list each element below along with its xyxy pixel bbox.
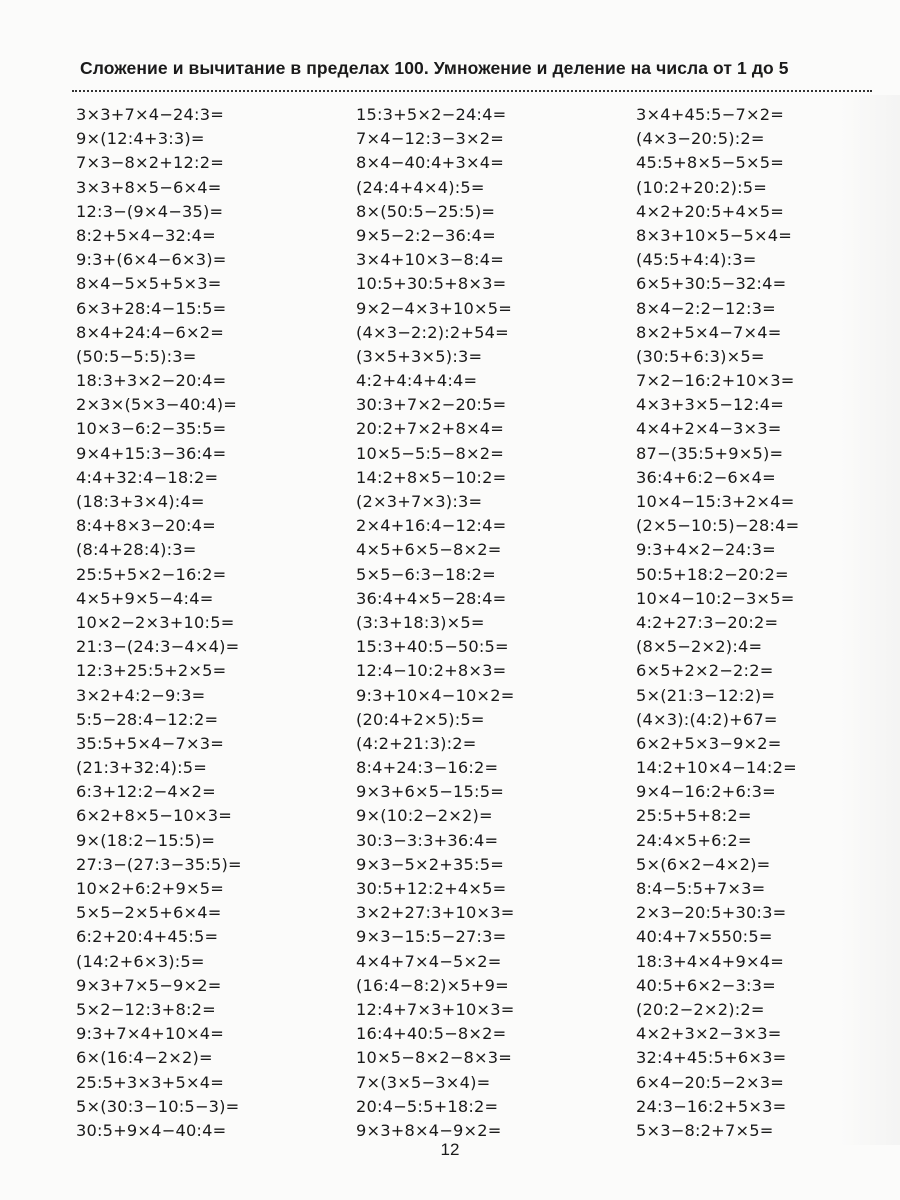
exercise-item: (30:5+6:3)×5= (636, 346, 765, 366)
exercise-item: 36:4+6:2−6×4= (636, 467, 776, 487)
exercise-item: (3:3+18:3)×5= (356, 612, 485, 632)
exercise-item: 9×(12:4+3:3)= (76, 129, 205, 149)
exercise-item: 30:5+9×4−40:4= (76, 1120, 227, 1140)
exercise-item: 8×3+10×5−5×4= (636, 225, 793, 245)
exercise-item: 6×5+30:5−32:4= (636, 274, 787, 294)
exercise-item: 12:4−10:2+8×3= (356, 661, 507, 681)
exercise-item: 10×3−6:2−35:5= (76, 419, 227, 439)
exercise-item: 4×5+6×5−8×2= (356, 540, 502, 560)
exercise-item: 12:3+25:5+2×5= (76, 661, 227, 681)
exercise-item: 8:2+5×4−32:4= (76, 225, 216, 245)
exercise-item: (18:3+3×4):4= (76, 492, 205, 511)
exercise-item: 9×3−5×2+35:5= (356, 854, 504, 874)
exercise-item: (20:4+2×5):5= (356, 709, 485, 729)
exercise-item: 3×2+27:3+10×3= (356, 903, 515, 923)
exercise-item: 87−(35:5+9×5)= (636, 443, 784, 463)
exercise-item: 5×3−8:2+7×5= (636, 1120, 774, 1140)
exercise-item: 4:2+4:4+4:4= (356, 371, 478, 391)
exercise-item: 4×4+7×4−5×2= (356, 951, 502, 971)
exercise-item: 35:5+5×4−7×3= (76, 733, 224, 753)
exercise-item: 9×4−16:2+6:3= (636, 782, 776, 802)
exercise-item: 8×4+24:4−6×2= (76, 322, 224, 342)
exercise-item: 8×4−5×5+5×3= (76, 274, 222, 294)
exercise-item: 10×4−10:2−3×5= (636, 588, 795, 608)
exercise-item: (3×5+3×5):3= (356, 346, 483, 366)
exercise-item: 6:3+12:2−4×2= (76, 782, 216, 802)
exercise-item: 45:5+8×5−5×5= (636, 153, 784, 173)
exercise-item: 32:4+45:5+6×3= (636, 1048, 787, 1068)
exercise-item: 7×4−12:3−3×2= (356, 129, 504, 149)
exercise-item: 30:3+7×2−20:5= (356, 395, 507, 415)
exercise-item: 30:3−3:3+36:4= (356, 830, 499, 850)
exercise-column-2 (356, 103, 514, 1143)
exercise-item: 10:5+30:5+8×3= (356, 274, 507, 294)
exercise-item: 5×5−6:3−18:2= (356, 564, 496, 584)
exercise-item: (4×3−20:5):2= (636, 129, 765, 149)
exercise-item: 5×5−2×5+6×4= (76, 903, 222, 923)
exercise-item: 4:2+27:3−20:2= (636, 612, 779, 632)
exercise-item: 6×(16:4−2×2)= (76, 1048, 213, 1068)
exercise-item: (20:2−2×2):2= (636, 999, 765, 1019)
exercise-item: 9×2−4×3+10×5= (356, 298, 513, 318)
exercise-item: (10:2+20:2):5= (636, 177, 768, 197)
exercise-item: 9×4+15:3−36:4= (76, 443, 227, 463)
exercise-item: 5×(21:3−12:2)= (636, 685, 776, 705)
page-number: 12 (440, 1140, 460, 1159)
show-through-shadow (840, 95, 900, 1145)
exercise-item: 27:3−(27:3−35:5)= (76, 854, 242, 874)
exercise-item: 4×2+3×2−3×3= (636, 1024, 782, 1044)
exercise-item: (45:5+4:4):3= (636, 250, 757, 270)
exercise-item: 4×4+2×4−3×3= (636, 419, 782, 439)
exercise-item: 25:5+3×3+5×4= (76, 1072, 224, 1092)
exercise-item: 5×(6×2−4×2)= (636, 854, 771, 874)
exercise-item: 10×5−8×2−8×3= (356, 1048, 513, 1068)
exercise-column-3 (636, 103, 799, 1143)
exercise-item: 6×5+2×2−2:2= (636, 661, 774, 681)
exercise-item: 10×4−15:3+2×4= (636, 492, 795, 511)
exercise-item: 14:2+8×5−10:2= (356, 467, 507, 487)
exercise-item: (8:4+28:4):3= (76, 540, 197, 560)
exercise-item: 20:2+7×2+8×4= (356, 419, 504, 439)
exercise-item: 5×(30:3−10:5−3)= (76, 1096, 240, 1116)
exercise-item: 5×2−12:3+8:2= (76, 999, 216, 1019)
exercise-item: 6×2+5×3−9×2= (636, 733, 782, 753)
exercise-item: 9×3+7×5−9×2= (76, 975, 222, 995)
exercise-item: (8×5−2×2):4= (636, 637, 763, 657)
exercise-item: 9×(18:2−15:5)= (76, 830, 216, 850)
exercise-item: 4×3+3×5−12:4= (636, 395, 784, 415)
exercise-item: 7×3−8×2+12:2= (76, 153, 224, 173)
exercise-item: 15:3+5×2−24:4= (356, 105, 507, 124)
exercise-item: 7×2−16:2+10×3= (636, 371, 795, 391)
exercise-item: (4×3−2:2):2+54= (356, 322, 509, 342)
exercise-item: 8×4−40:4+3×4= (356, 153, 504, 173)
exercise-column-1 (76, 103, 242, 1143)
exercise-item: 8:4−5:5+7×3= (636, 879, 766, 898)
exercise-item: (50:5−5:5):3= (76, 346, 197, 366)
exercise-item: 4×5+9×5−4:4= (76, 588, 214, 608)
exercise-item: 8×2+5×4−7×4= (636, 322, 782, 342)
page-title: Сложение и вычитание в пределах 100. Умножение и деление на числа от 1 до 5 (80, 58, 789, 78)
exercise-item: 3×2+4:2−9:3= (76, 685, 206, 705)
exercise-item: 16:4+40:5−8×2= (356, 1024, 507, 1044)
exercise-item: 8×4−2:2−12:3= (636, 298, 776, 318)
exercise-item: 5:5−28:4−12:2= (76, 709, 219, 729)
exercise-item: 9×3−15:5−27:3= (356, 927, 507, 947)
exercise-item: 9:3+4×2−24:3= (636, 540, 776, 560)
exercise-item: 9×(10:2−2×2)= (356, 806, 493, 826)
exercise-item: 50:5+18:2−20:2= (636, 564, 789, 584)
exercise-item: 4:4+32:4−18:2= (76, 467, 219, 487)
exercise-item: 24:4×5+6:2= (636, 830, 752, 850)
exercise-item: (24:4+4×4):5= (356, 177, 485, 197)
exercise-item: 3×3+8×5−6×4= (76, 177, 222, 197)
exercise-item: 40:4+7×550:5= (636, 927, 773, 947)
exercise-item: 25:5+5×2−16:2= (76, 564, 227, 584)
exercise-item: 3×3+7×4−24:3= (76, 105, 224, 124)
exercise-item: 9×3+6×5−15:5= (356, 782, 504, 802)
exercise-item: 6:2+20:4+45:5= (76, 927, 219, 947)
exercise-item: 9:3+10×4−10×2= (356, 685, 515, 705)
exercise-item: 10×2+6:2+9×5= (76, 879, 224, 898)
exercise-item: 6×2+8×5−10×3= (76, 806, 233, 826)
exercise-item: 20:4−5:5+18:2= (356, 1096, 499, 1116)
exercise-item: 10×5−5:5−8×2= (356, 443, 504, 463)
exercise-item: (4×3):(4:2)+67= (636, 709, 778, 729)
exercise-item: 6×3+28:4−15:5= (76, 298, 227, 318)
exercise-item: (16:4−8:2)×5+9= (356, 975, 509, 995)
exercise-item: 3×4+10×3−8:4= (356, 250, 504, 270)
exercise-item: 40:5+6×2−3:3= (636, 975, 776, 995)
exercise-item: 21:3−(24:3−4×4)= (76, 637, 240, 657)
exercise-item: 4×2+20:5+4×5= (636, 201, 784, 221)
exercise-item: 12:3−(9×4−35)= (76, 201, 224, 221)
exercise-item: 14:2+10×4−14:2= (636, 758, 797, 778)
exercise-item: 6×4−20:5−2×3= (636, 1072, 784, 1092)
title-divider (72, 90, 872, 92)
exercise-item: 8:4+8×3−20:4= (76, 516, 216, 536)
exercise-item: 18:3+3×2−20:4= (76, 371, 227, 391)
exercise-item: 24:3−16:2+5×3= (636, 1096, 787, 1116)
exercise-item: 9:3+7×4+10×4= (76, 1024, 224, 1044)
exercise-item: 25:5+5+8:2= (636, 806, 752, 826)
exercise-item: 9×5−2:2−36:4= (356, 225, 496, 245)
exercise-item: (14:2+6×3):5= (76, 951, 205, 971)
exercise-item: 3×4+45:5−7×2= (636, 105, 784, 124)
exercise-item: 2×3×(5×3−40:4)= (76, 395, 237, 415)
exercise-item: 18:3+4×4+9×4= (636, 951, 784, 971)
exercise-item: 2×4+16:4−12:4= (356, 516, 507, 536)
exercise-item: 7×(3×5−3×4)= (356, 1072, 491, 1092)
exercise-item: 30:5+12:2+4×5= (356, 879, 507, 898)
exercise-item: 9:3+(6×4−6×3)= (76, 250, 227, 270)
exercise-item: (2×5−10:5)−28:4= (636, 516, 800, 536)
exercise-item: (21:3+32:4):5= (76, 758, 208, 778)
exercise-item: (2×3+7×3):3= (356, 492, 483, 511)
exercise-item: 36:4+4×5−28:4= (356, 588, 507, 608)
exercise-item: 8×(50:5−25:5)= (356, 201, 496, 221)
exercise-item: 8:4+24:3−16:2= (356, 758, 499, 778)
exercise-item: 12:4+7×3+10×3= (356, 999, 515, 1019)
exercise-item: 9×3+8×4−9×2= (356, 1120, 502, 1140)
exercise-item: 2×3−20:5+30:3= (636, 903, 787, 923)
exercise-item: 15:3+40:5−50:5= (356, 637, 509, 657)
exercise-item: 10×2−2×3+10:5= (76, 612, 235, 632)
exercise-item: (4:2+21:3):2= (356, 733, 477, 753)
